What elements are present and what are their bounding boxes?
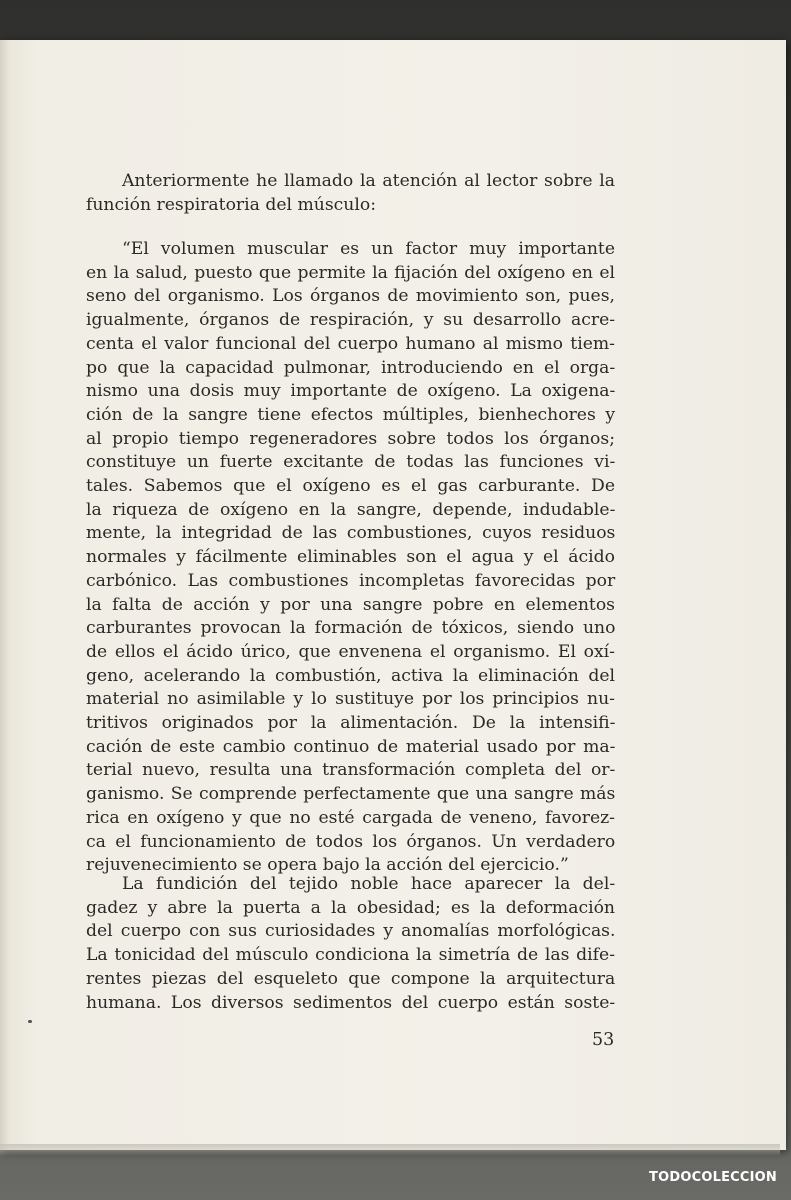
text-line: carbónico. Las combustiones incompletas favorecidas por: [86, 570, 616, 591]
text-line: seno del organismo. Los órganos de movimiento son, pues,: [86, 286, 615, 307]
text-line: geno, acelerando la combustión, activa la eliminación del: [86, 665, 615, 686]
text-line: en la salud, puesto que permite la fijación del oxígeno en el: [86, 262, 616, 283]
text-line: Anteriormente he llamado la atención al lector sobre la: [122, 171, 616, 191]
text-line: carburantes provocan la formación de tóxicos, siendo uno: [86, 618, 616, 639]
text-line: humana. Los diversos sedimentos del cuerpo están soste-: [86, 992, 616, 1013]
text-line: tritivos originados por la alimentación. De la intensifi-: [86, 713, 616, 734]
text-line: rica en oxígeno y que no esté cargada de veneno, favorez-: [86, 807, 615, 828]
text-line: la falta de acción y por una sangre pobre en elementos: [86, 594, 615, 615]
text-line: al propio tiempo regeneradores sobre todos los órganos;: [86, 428, 615, 449]
text-line: “El volumen muscular es un factor muy importante: [122, 239, 615, 259]
text-line: constituye un fuerte excitante de todas las funciones vi-: [86, 452, 616, 473]
paragraph-intro: [86, 170, 615, 217]
text-line: función respiratoria del músculo:: [86, 194, 377, 215]
text-line: ca el funcionamiento de todos los órganos. Un verdadero: [86, 831, 616, 852]
watermark-logo: TODOCOLECCION: [649, 1170, 777, 1185]
text-line: ción de la sangre tiene efectos múltiples, bienhechores y: [86, 404, 616, 425]
text-line: rentes piezas del esqueleto que compone la arquitectura: [86, 968, 616, 989]
text-line: rejuvenecimiento se opera bajo la acción del ejercicio.”: [86, 855, 569, 876]
text-line: po que la capacidad pulmonar, introduciendo en el orga-: [86, 357, 616, 378]
text-line: material no asimilable y lo sustituye por los principios nu-: [86, 689, 615, 710]
text-line: de ellos el ácido úrico, que envenena el organismo. El oxí-: [86, 641, 615, 662]
text-line: igualmente, órganos de respiración, y su desarrollo acre-: [86, 310, 616, 331]
text-line: del cuerpo con sus curiosidades y anomalías morfológicas.: [86, 921, 616, 942]
quotation-block: [86, 238, 615, 878]
text-line: terial nuevo, resulta una transformación completa del or-: [86, 760, 616, 781]
text-line: La tonicidad del músculo condiciona la simetría de las dife-: [86, 945, 615, 966]
text-line: centa el valor funcional del cuerpo humano al mismo tiem-: [86, 333, 615, 354]
page-speck: [28, 1020, 32, 1023]
page-number: 53: [592, 1030, 615, 1050]
paragraph-continuation: [86, 873, 615, 1015]
text-line: mente, la integridad de las combustiones, cuyos residuos: [86, 523, 616, 544]
text-line: tales. Sabemos que el oxígeno es el gas carburante. De: [86, 476, 615, 497]
text-line: la riqueza de oxígeno en la sangre, depende, indudable-: [86, 499, 616, 520]
text-line: ganismo. Se comprende perfectamente que una sangre más: [86, 784, 616, 805]
text-line: normales y fácilmente eliminables son el agua y el ácido: [86, 547, 615, 568]
text-line: cación de este cambio continuo de material usado por ma-: [86, 736, 616, 757]
text-line: nismo una dosis muy importante de oxígeno. La oxigena-: [86, 381, 616, 402]
text-line: gadez y abre la puerta a la obesidad; es la deformación: [86, 897, 615, 918]
text-line: La fundición del tejido noble hace aparecer la del-: [122, 874, 616, 894]
page-edge-shadow: [0, 1144, 780, 1156]
